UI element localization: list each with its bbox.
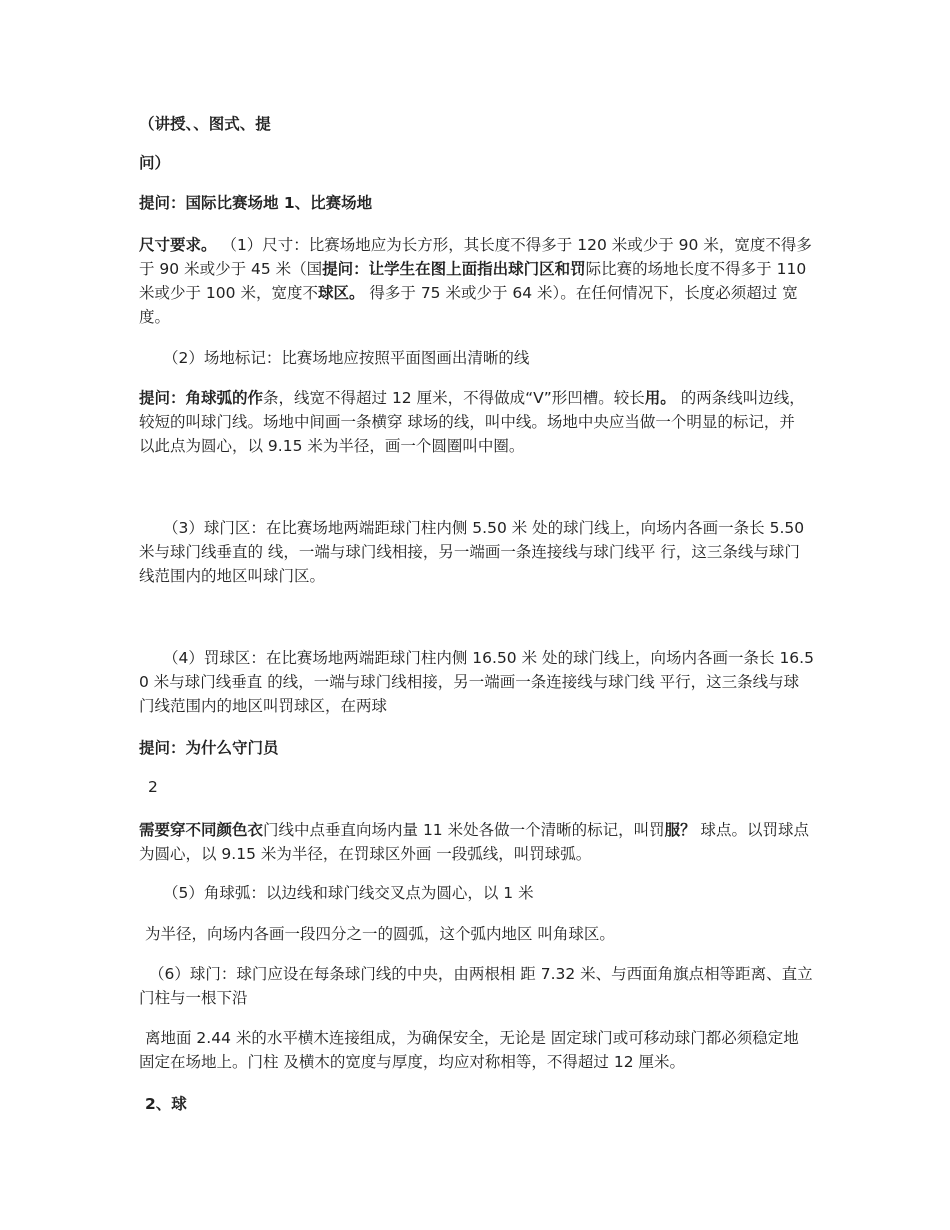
paragraph-penalty-area: （4）罚球区：在比赛场地两端距球门柱内侧 16.50 米 处的球门线上，向场内各画一条长 16.50 米与球门线垂直 的线，一端与球门线相接，另一端画一条连接线与球门线 平行，这三条线与球门线范围内的地区叫罚球区，在两球 xyxy=(139,649,814,715)
bold-text: 提问：让学生在图上面指出球门区和罚 xyxy=(322,260,586,278)
paragraph-corner-arc: （5）角球弧：以边线和球门线交叉点为圆心，以 1 米 xyxy=(163,884,534,902)
paragraph-crossbar: 离地面 2.44 米的水平横木连接组成，为确保安全，无论是 固定球门或可移动球门都必须稳定地固定在场地上。门柱 及横木的宽度与厚度，均应对称相等，不得超过 12 厘米。 xyxy=(139,1029,799,1071)
paragraph-goal-area: （3）球门区：在比赛场地两端距球门柱内侧 5.50 米 处的球门线上，向场内各画一条长 5.50 米与球门线垂直的 线，一端与球门线相接，另一端画一条连接线与球门线平 行，这三条线与球门线范围内的地区叫球门区。 xyxy=(139,519,805,585)
paragraph-corner-area: 为半径，向场内各画一段四分之一的圆弧，这个弧内地区 叫角球区。 xyxy=(145,925,615,943)
bold-text: 用。 xyxy=(644,389,676,407)
body-text: 得多于 75 米或少于 64 米）。在任何情况下，长度必须超过 宽度。 xyxy=(139,284,798,326)
bold-text: 球区。 xyxy=(317,284,365,302)
bold-text: 提问：角球弧的作 xyxy=(139,389,264,407)
body-text: 条，线宽不得超过 12 厘米，不得做成“V”形凹槽。较长 xyxy=(263,389,645,407)
paragraph-size xyxy=(139,233,814,329)
method-line-1: （讲授、、图式、提 xyxy=(139,115,271,133)
paragraph-penalty-mark xyxy=(139,818,814,866)
body-text: 球点。以罚球点为圆心，以 9.15 米为半径，在罚球区外画 一段弧线，叫罚球弧。 xyxy=(139,821,810,863)
page-number: 2 xyxy=(148,778,158,796)
body-text: （1）尺寸：比赛场地应为长方形，其长度不得多于 120 米或少于 90 米，宽度不得多于 90 米或少于 45 米（国 xyxy=(139,236,812,278)
paragraph-lines xyxy=(139,386,814,458)
bold-text: 尺寸要求。 xyxy=(139,236,217,254)
body-text: 际比赛的场地长度不得多于 110 米或少于 100 米，宽度不 xyxy=(139,260,807,302)
section-heading: 提问：国际比赛场地 1、比赛场地 xyxy=(139,194,373,212)
body-text: 门线中点垂直向场内量 11 米处各做一个清晰的标记，叫罚 xyxy=(263,821,665,839)
question-goalkeeper: 提问：为什么守门员 xyxy=(139,739,279,757)
method-line-2: 问） xyxy=(139,154,171,172)
body-text: 的两条线叫边线，较短的叫球门线。场地中间画一条横穿 球场的线，叫中线。场地中央应当做一个明显的标记，并 以此点为圆心，以 9.15 米为半径，画一个圆圈叫中圈。 xyxy=(139,389,805,455)
paragraph-goal: （6）球门：球门应设在每条球门线的中央，由两根相 距 7.32 米、与西面角旗点相等距离、直立门柱与一根下沿 xyxy=(139,965,813,1007)
paragraph-markings: （2）场地标记：比赛场地应按照平面图画出清晰的线 xyxy=(163,349,530,367)
bold-text: 需要穿不同颜色衣 xyxy=(139,821,264,839)
bold-text: 服？ xyxy=(664,821,696,839)
section-heading-ball: 2、球 xyxy=(145,1095,187,1113)
